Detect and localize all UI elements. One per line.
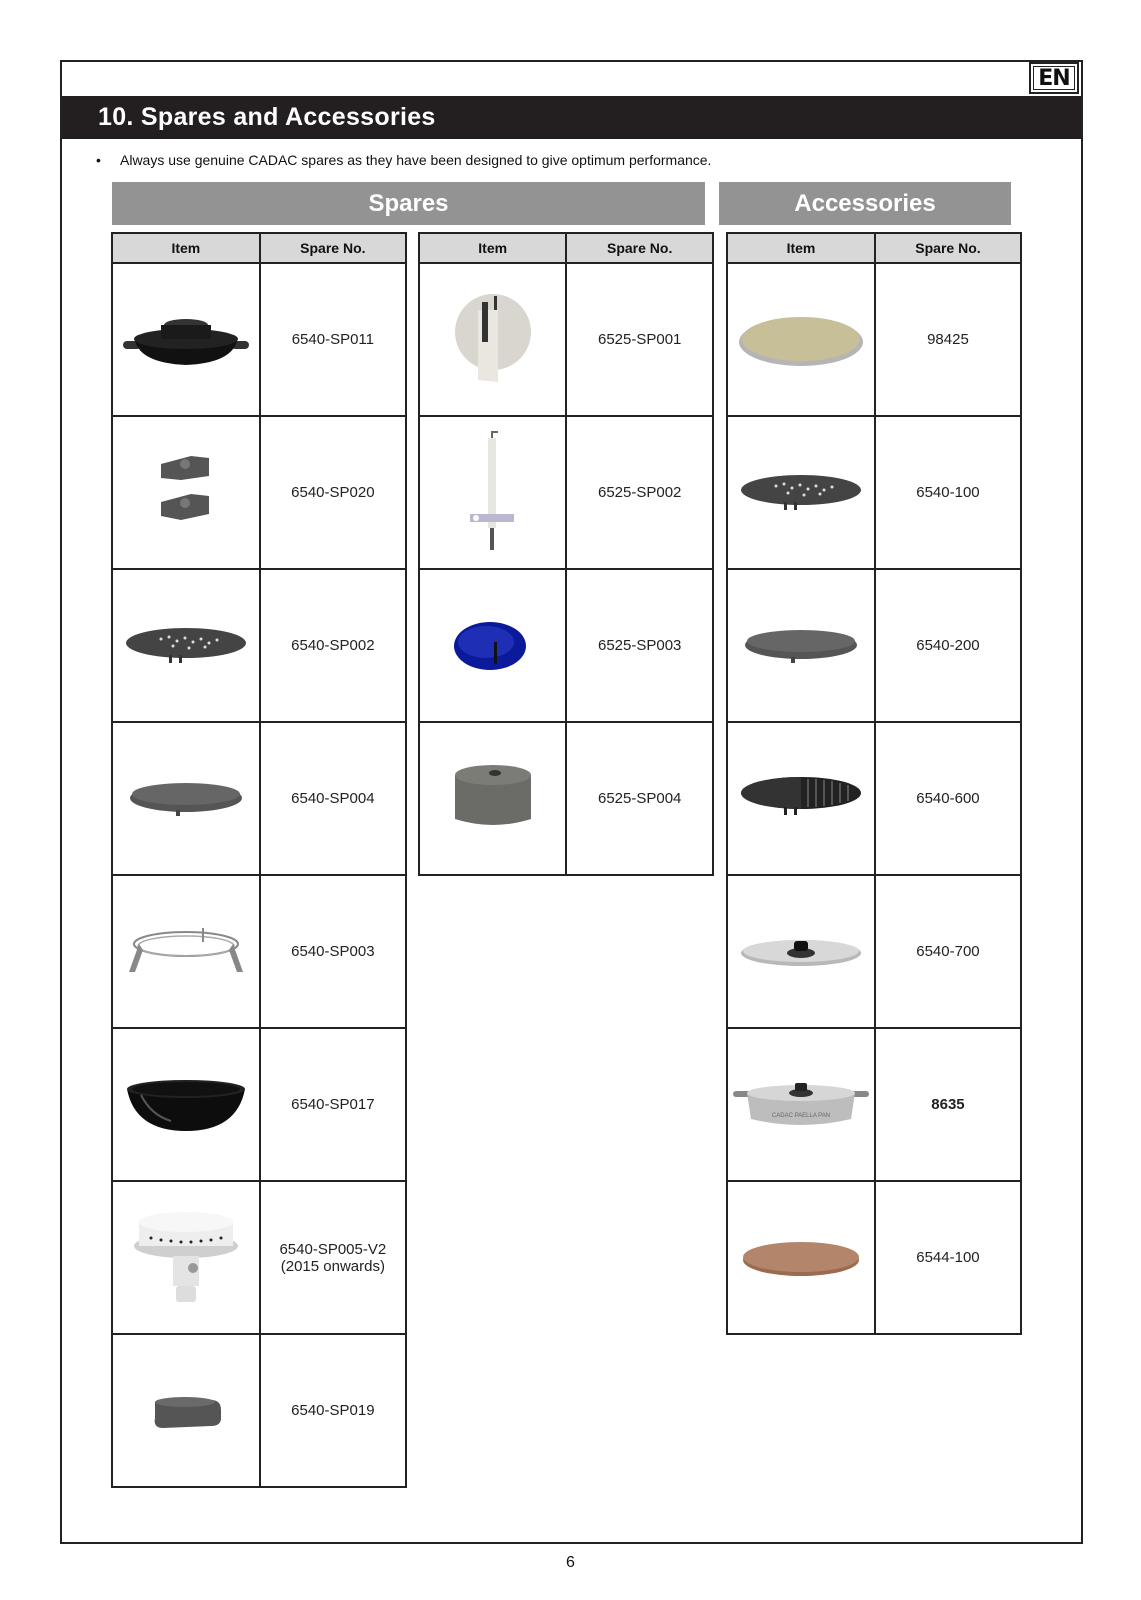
col-header-item: Item (112, 233, 260, 263)
part-number: 6540-SP004 (260, 722, 406, 875)
spares-header: Spares (112, 182, 705, 225)
part-note: (2015 onwards) (280, 1257, 385, 1275)
spares-table-1 (111, 232, 407, 1488)
language-badge: EN (1029, 62, 1079, 94)
accessories-table (726, 232, 1022, 1335)
bullet-icon: • (96, 152, 101, 168)
page-number: 6 (566, 1554, 575, 1571)
paella-pan-icon (731, 1075, 871, 1135)
part-number: 8635 (875, 1028, 1021, 1181)
col-header-item: Item (727, 233, 875, 263)
burner-icon (131, 1208, 241, 1308)
table-row (727, 875, 1021, 1028)
table-row (419, 263, 713, 416)
table-row (112, 1334, 406, 1487)
table-row (727, 1181, 1021, 1334)
part-number: 6525-SP003 (566, 569, 713, 722)
table-row (419, 416, 713, 569)
dome-lid-icon (736, 927, 866, 977)
lid-pot-icon (121, 305, 251, 375)
table-row (727, 416, 1021, 569)
clips-icon (151, 448, 221, 538)
black-bowl-icon (121, 1075, 251, 1135)
part-number: 6540-200 (875, 569, 1021, 722)
combo-grid-icon (736, 769, 866, 829)
part-number: 6540-SP020 (260, 416, 406, 569)
part-number: 6540-700 (875, 875, 1021, 1028)
spares-table-2 (418, 232, 714, 876)
part-number: 6540-SP017 (260, 1028, 406, 1181)
part-number: 6540-600 (875, 722, 1021, 875)
support-ring-icon (121, 922, 251, 982)
col-header-spare-no: Spare No. (875, 233, 1021, 263)
col-header-spare-no: Spare No. (566, 233, 713, 263)
part-number: 6540-100 (875, 416, 1021, 569)
table-row (727, 263, 1021, 416)
terracotta-plate-icon (736, 1233, 866, 1283)
blue-disc-icon (448, 616, 538, 676)
electrode-icon (458, 428, 528, 558)
pizza-stone-icon (736, 310, 866, 370)
flat-plate-icon (121, 774, 251, 824)
col-header-spare-no: Spare No. (260, 233, 406, 263)
section-title-bar (62, 96, 1081, 139)
table-row (112, 1181, 406, 1334)
part-number: 6525-SP001 (566, 263, 713, 416)
part-number: 6525-SP002 (566, 416, 713, 569)
accessories-header: Accessories (719, 182, 1011, 225)
table-row (112, 722, 406, 875)
table-row (112, 263, 406, 416)
part-number: 98425 (875, 263, 1021, 416)
table-row (112, 1028, 406, 1181)
knob-icon (448, 290, 538, 390)
table-row (727, 1028, 1021, 1181)
part-number: 6540-SP005-V2 (279, 1240, 387, 1258)
table-row (419, 722, 713, 875)
col-header-item: Item (419, 233, 566, 263)
stone-icon (443, 759, 543, 839)
part-number: 6544-100 (875, 1181, 1021, 1334)
table-row (112, 569, 406, 722)
section-title: 10. Spares and Accessories (98, 103, 436, 131)
grid-accessory-icon (736, 468, 866, 518)
part-number: 6540-SP003 (260, 875, 406, 1028)
svg-text:CADAC PAELLA PAN: CADAC PAELLA PAN (771, 1112, 831, 1119)
part-number: 6540-SP002 (260, 569, 406, 722)
note (96, 152, 711, 168)
small-cover-icon (141, 1386, 231, 1436)
table-row (419, 569, 713, 722)
table-row (727, 722, 1021, 875)
table-row (112, 416, 406, 569)
part-number: 6540-SP019 (260, 1334, 406, 1487)
part-number: 6540-SP011 (260, 263, 406, 416)
plate-accessory-icon (736, 621, 866, 671)
grill-grid-icon (121, 621, 251, 671)
table-row (727, 569, 1021, 722)
part-number: 6525-SP004 (566, 722, 713, 875)
note-text: Always use genuine CADAC spares as they have been designed to give optimum performance. (120, 152, 712, 168)
table-row (112, 875, 406, 1028)
